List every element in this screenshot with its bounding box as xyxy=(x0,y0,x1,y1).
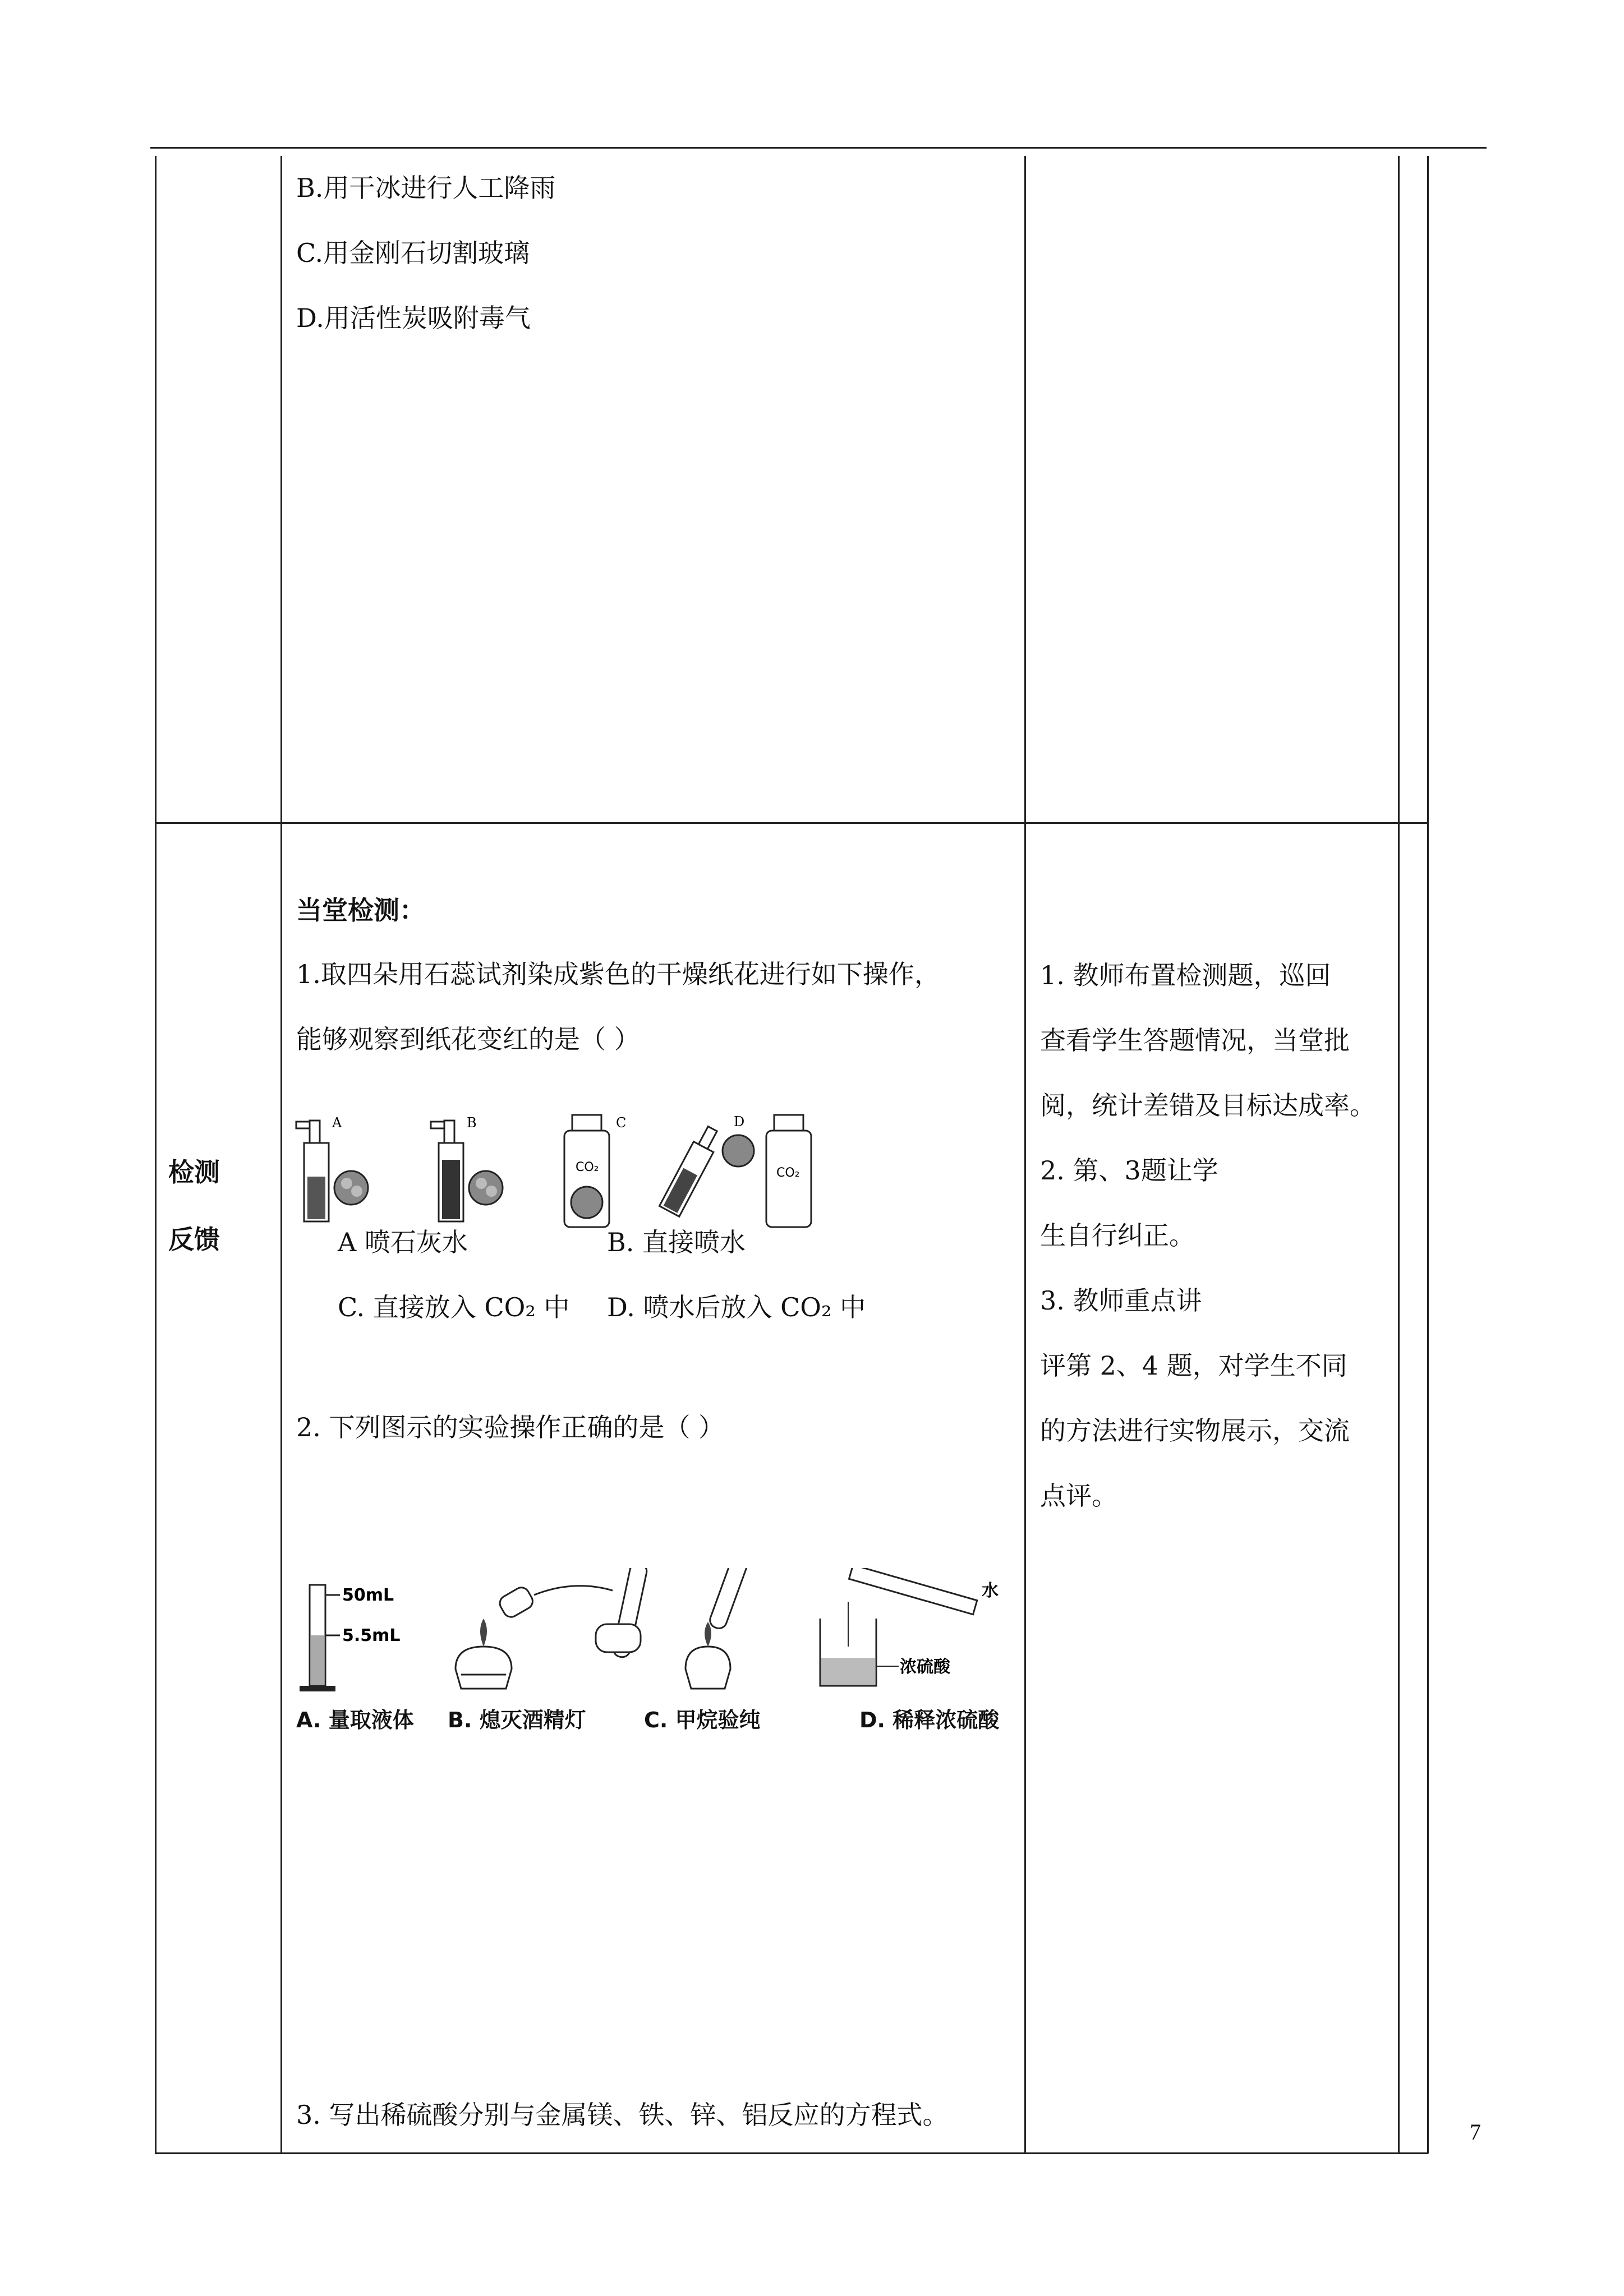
beaker-d xyxy=(820,1568,977,1686)
q2-label-b: B. 熄灭酒精灯 xyxy=(448,1708,586,1732)
q1-option-b: B. 直接喷水 xyxy=(607,1227,746,1257)
page-number: 7 xyxy=(1470,2119,1481,2145)
teacher-note-6: 3. 教师重点讲 xyxy=(1040,1285,1202,1316)
fig-letter-b: B xyxy=(467,1115,477,1131)
table-border-bottom xyxy=(155,2152,1428,2154)
q2-text: 2. 下列图示的实验操作正确的是（ ） xyxy=(296,1412,725,1442)
fig-letter-a: A xyxy=(332,1115,342,1131)
q1-option-a: A 喷石灰水 xyxy=(338,1227,468,1257)
table-border-right xyxy=(1427,156,1429,2154)
q2-label-a: A. 量取液体 xyxy=(296,1708,414,1732)
option-c: C.用金刚石切割玻璃 xyxy=(296,238,530,268)
teacher-note-2: 查看学生答题情况，当堂批 xyxy=(1040,1025,1350,1055)
alcohol-lamp-b xyxy=(456,1585,613,1689)
spray-bottle-d xyxy=(659,1124,723,1216)
mark-acid: 浓硫酸 xyxy=(900,1657,950,1677)
mark-water: 水 xyxy=(982,1581,999,1601)
teacher-note-4: 2. 第、3题让学 xyxy=(1040,1155,1218,1186)
teacher-note-8: 的方法进行实物展示，交流 xyxy=(1040,1416,1350,1446)
q1-option-c: C. 直接放入 CO₂ 中 xyxy=(338,1292,570,1322)
graduated-cylinder xyxy=(300,1585,340,1691)
mark-50ml: 50mL xyxy=(342,1585,394,1605)
fig-letter-d: D xyxy=(734,1114,745,1129)
row-label-line1: 检测 xyxy=(168,1157,220,1187)
option-b: B.用干冰进行人工降雨 xyxy=(296,173,556,203)
table-row-divider xyxy=(155,822,1428,824)
table-border-left xyxy=(155,156,157,2154)
test-tube-c xyxy=(596,1568,752,1689)
paper-flower-b xyxy=(469,1171,503,1205)
spray-bottle-b xyxy=(431,1121,463,1221)
fig-co2-d: CO₂ xyxy=(776,1166,800,1180)
lesson-table xyxy=(155,156,1428,2154)
spray-bottle-a xyxy=(296,1121,329,1221)
q2-label-d: D. 稀释浓硫酸 xyxy=(859,1708,1000,1732)
q2-figure xyxy=(293,1568,1016,1725)
table-col-divider-2 xyxy=(1024,156,1026,2154)
mark-55ml: 5.5mL xyxy=(342,1626,401,1645)
q1-option-d: D. 喷水后放入 CO₂ 中 xyxy=(607,1292,866,1322)
table-col-divider-1 xyxy=(280,156,282,2154)
q3-text: 3. 写出稀硫酸分别与金属镁、铁、锌、铝反应的方程式。 xyxy=(296,2100,949,2130)
table-col-divider-3 xyxy=(1398,156,1400,2154)
section-heading: 当堂检测： xyxy=(296,895,425,925)
paper-flower-d xyxy=(723,1135,754,1167)
q1-line2: 能够观察到纸花变红的是（ ） xyxy=(296,1024,640,1054)
fig-letter-c: C xyxy=(616,1115,627,1131)
teacher-note-5: 生自行纠正。 xyxy=(1040,1220,1195,1251)
paper-flower-a xyxy=(334,1171,368,1205)
q1-figure xyxy=(295,1109,985,1238)
teacher-note-9: 点评。 xyxy=(1040,1481,1117,1511)
option-d: D.用活性炭吸附毒气 xyxy=(296,303,531,333)
q1-line1: 1.取四朵用石蕊试剂染成紫色的干燥纸花进行如下操作， xyxy=(296,959,940,989)
row-label-line2: 反馈 xyxy=(168,1224,220,1255)
teacher-note-1: 1. 教师布置检测题，巡回 xyxy=(1040,960,1331,990)
teacher-note-7: 评第 2、4 题，对学生不同 xyxy=(1040,1350,1347,1381)
teacher-note-3: 阅，统计差错及目标达成率。 xyxy=(1040,1090,1375,1121)
header-rule xyxy=(150,147,1487,149)
fig-co2-c: CO₂ xyxy=(576,1160,599,1174)
q2-label-c: C. 甲烷验纯 xyxy=(644,1708,761,1732)
